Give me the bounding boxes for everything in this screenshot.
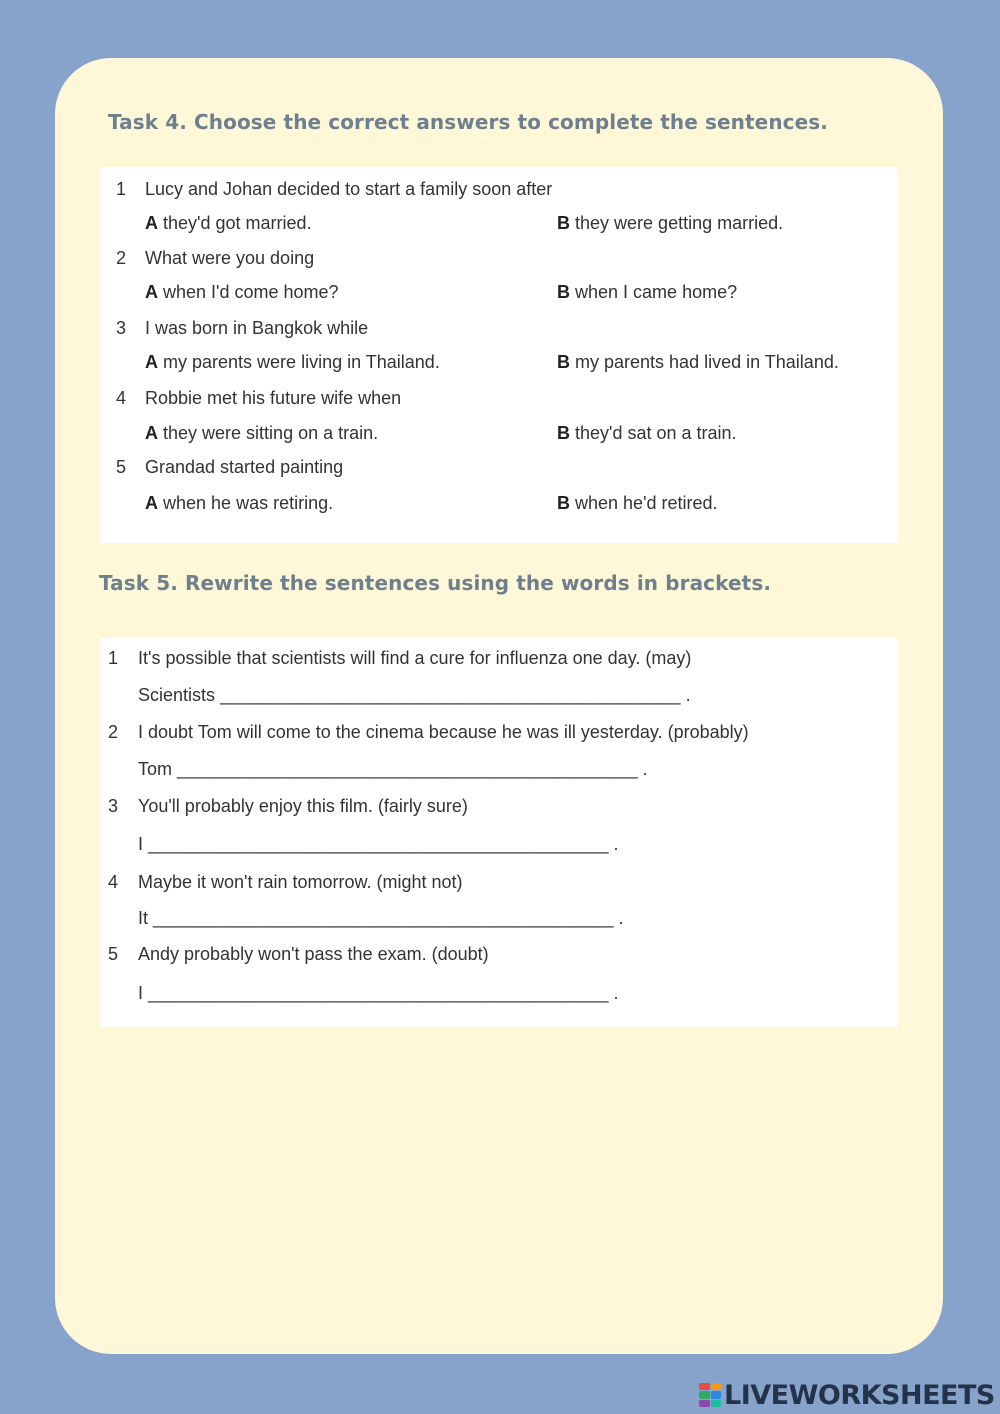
logo-mark-icon bbox=[699, 1383, 721, 1407]
option-letter: B bbox=[557, 423, 570, 443]
answer-starter: Scientists bbox=[138, 685, 216, 705]
option-text: they'd got married. bbox=[163, 213, 312, 233]
task4-item-number: 1 bbox=[116, 179, 127, 199]
liveworksheets-logo[interactable] bbox=[699, 1380, 995, 1410]
task4-item-stem: Robbie met his future wife when bbox=[145, 388, 402, 408]
task5-item-sentence: I doubt Tom will come to the cinema because he was ill yesterday. (probably) bbox=[138, 722, 749, 742]
answer-starter: I bbox=[138, 834, 144, 854]
answer-starter: I bbox=[138, 983, 144, 1003]
answer-starter: It bbox=[138, 908, 149, 928]
answer-blank-input[interactable]: ______________________________________________ bbox=[177, 759, 638, 779]
task5-answer-line bbox=[138, 759, 648, 780]
task4-item-stem: Grandad started painting bbox=[145, 457, 344, 477]
task4-item-number: 2 bbox=[116, 248, 127, 268]
option-letter: A bbox=[145, 213, 158, 233]
task5-answer-line bbox=[138, 834, 619, 855]
task5-panel bbox=[100, 638, 898, 1027]
option-letter: A bbox=[145, 282, 158, 302]
task5-item-number: 4 bbox=[108, 872, 119, 892]
answer-end: . bbox=[618, 908, 624, 928]
option-text: when he'd retired. bbox=[575, 493, 718, 513]
answer-end: . bbox=[613, 983, 619, 1003]
option-letter: B bbox=[557, 352, 570, 372]
task4-panel bbox=[100, 167, 898, 543]
task4-option-a[interactable] bbox=[145, 493, 333, 514]
task4-option-a[interactable] bbox=[145, 282, 339, 303]
task5-item-number: 1 bbox=[108, 648, 119, 668]
option-letter: B bbox=[557, 213, 570, 233]
task4-option-b[interactable] bbox=[557, 282, 737, 303]
answer-blank-input[interactable]: ______________________________________________ bbox=[220, 685, 681, 705]
task5-item-sentence: Andy probably won't pass the exam. (doubt) bbox=[138, 944, 489, 964]
option-letter: A bbox=[145, 423, 158, 443]
task5-item-sentence: It's possible that scientists will find a cure for influenza one day. (may) bbox=[138, 648, 692, 668]
task5-item-number: 5 bbox=[108, 944, 119, 964]
option-letter: B bbox=[557, 493, 570, 513]
task4-option-b[interactable] bbox=[557, 352, 839, 373]
task4-option-a[interactable] bbox=[145, 213, 312, 234]
option-text: they were getting married. bbox=[575, 213, 784, 233]
task4-option-b[interactable] bbox=[557, 213, 783, 234]
task4-option-a[interactable] bbox=[145, 423, 378, 444]
task5-item-sentence: Maybe it won't rain tomorrow. (might not) bbox=[138, 872, 463, 892]
answer-end: . bbox=[642, 759, 648, 779]
task5-item-sentence: You'll probably enjoy this film. (fairly sure) bbox=[138, 796, 468, 816]
task4-item-number: 4 bbox=[116, 388, 127, 408]
answer-blank-input[interactable]: ______________________________________________ bbox=[153, 908, 614, 928]
task4-option-a[interactable] bbox=[145, 352, 440, 373]
option-text: they were sitting on a train. bbox=[163, 423, 379, 443]
task4-option-b[interactable] bbox=[557, 493, 718, 514]
option-text: when he was retiring. bbox=[163, 493, 334, 513]
option-text: when I came home? bbox=[575, 282, 738, 302]
task4-item-stem: I was born in Bangkok while bbox=[145, 318, 369, 338]
option-text: my parents had lived in Thailand. bbox=[575, 352, 839, 372]
answer-end: . bbox=[613, 834, 619, 854]
option-text: when I'd come home? bbox=[163, 282, 339, 302]
option-letter: A bbox=[145, 493, 158, 513]
logo-text: LIVEWORKSHEETS bbox=[724, 1379, 995, 1411]
option-text: my parents were living in Thailand. bbox=[163, 352, 440, 372]
task5-answer-line bbox=[138, 685, 691, 706]
task5-answer-line bbox=[138, 983, 619, 1004]
task4-item-number: 5 bbox=[116, 457, 127, 477]
option-text: they'd sat on a train. bbox=[575, 423, 737, 443]
answer-end: . bbox=[685, 685, 691, 705]
task4-option-b[interactable] bbox=[557, 423, 737, 444]
task4-item-stem: Lucy and Johan decided to start a family soon after bbox=[145, 179, 553, 199]
answer-starter: Tom bbox=[138, 759, 173, 779]
task4-item-number: 3 bbox=[116, 318, 127, 338]
task4-title: Task 4. Choose the correct answers to complete the sentences. bbox=[108, 110, 828, 134]
answer-blank-input[interactable]: ______________________________________________ bbox=[148, 983, 609, 1003]
task5-title: Task 5. Rewrite the sentences using the words in brackets. bbox=[99, 571, 772, 595]
task5-answer-line bbox=[138, 908, 624, 929]
task5-item-number: 3 bbox=[108, 796, 119, 816]
task4-item-stem: What were you doing bbox=[145, 248, 315, 268]
answer-blank-input[interactable]: ______________________________________________ bbox=[148, 834, 609, 854]
task5-item-number: 2 bbox=[108, 722, 119, 742]
option-letter: B bbox=[557, 282, 570, 302]
option-letter: A bbox=[145, 352, 158, 372]
